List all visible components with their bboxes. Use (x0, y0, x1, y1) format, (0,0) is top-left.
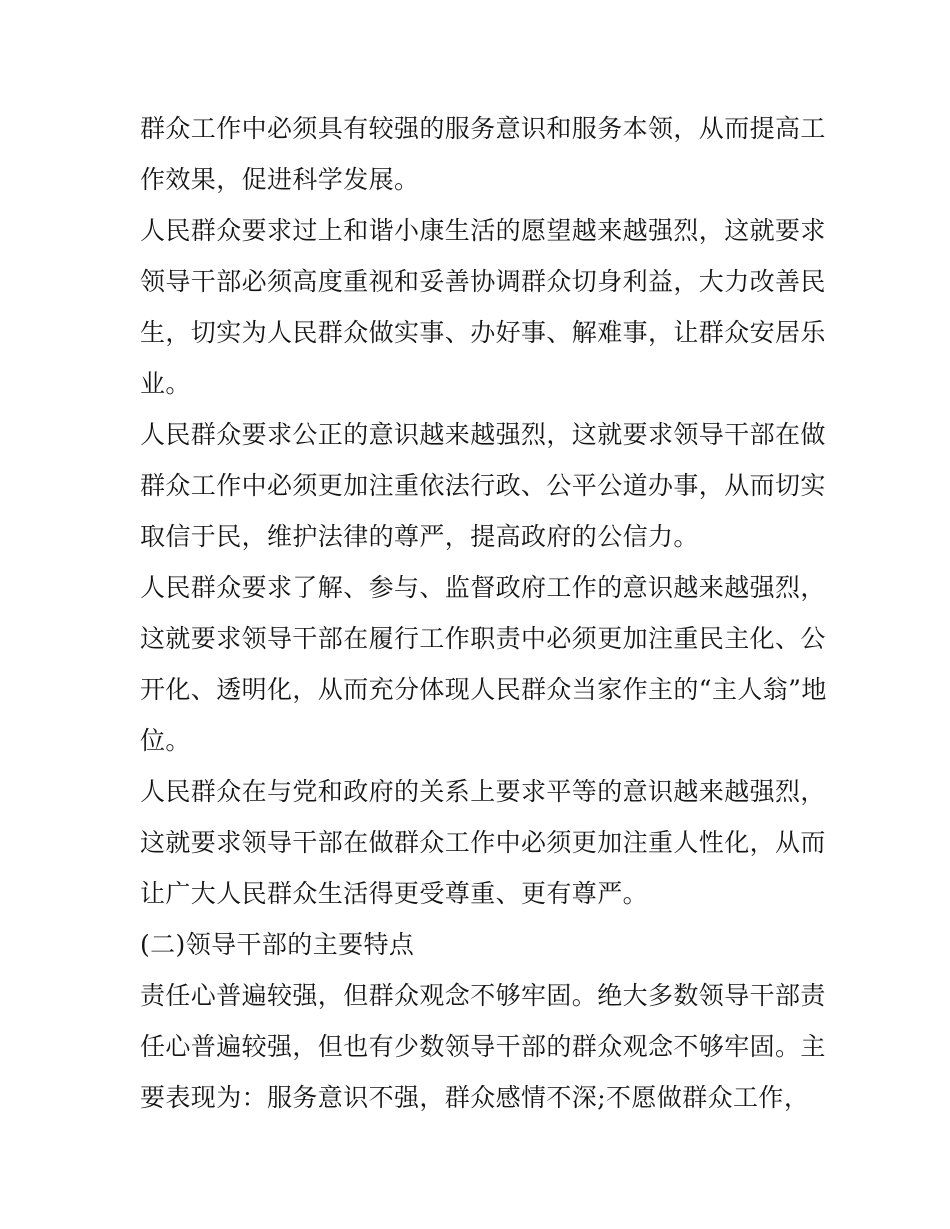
text-line: 责任心普遍较强，但群众观念不够牢固。绝大多数领导干部责 (140, 981, 826, 1010)
text-line: 开化、透明化，从而充分体现人民群众当家作主的“主人翁”地 (140, 675, 827, 704)
text-line: 作效果，促进科学发展。 (140, 165, 420, 194)
text-line: 群众工作中必须具有较强的服务意识和服务本领，从而提高工 (140, 114, 826, 143)
document-body (140, 103, 827, 1123)
section-heading: (二)领导干部的主要特点 (140, 930, 415, 959)
text-line: 业。 (140, 369, 191, 398)
text-line: 群众工作中必须更加注重依法行政、公平公道办事，从而切实 (140, 471, 826, 500)
text-line: 领导干部必须高度重视和妥善协调群众切身利益，大力改善民 (140, 267, 826, 296)
text-line: 人民群众在与党和政府的关系上要求平等的意识越来越强烈， (140, 777, 826, 806)
text-line: 任心普遍较强，但也有少数领导干部的群众观念不够牢固。主 (140, 1032, 826, 1061)
text-line: 位。 (140, 726, 191, 755)
text-line: 这就要求领导干部在履行工作职责中必须更加注重民主化、公 (140, 624, 826, 653)
text-line: 这就要求领导干部在做群众工作中必须更加注重人性化，从而 (140, 828, 826, 857)
text-line: 生，切实为人民群众做实事、办好事、解难事，让群众安居乐 (140, 318, 826, 347)
text-line: 人民群众要求公正的意识越来越强烈，这就要求领导干部在做 (140, 420, 826, 449)
text-line: 人民群众要求了解、参与、监督政府工作的意识越来越强烈， (140, 573, 826, 602)
text-line: 人民群众要求过上和谐小康生活的愿望越来越强烈，这就要求 (140, 216, 826, 245)
text-line: 要表现为：服务意识不强，群众感情不深;不愿做群众工作， (140, 1083, 810, 1112)
text-line: 取信于民，维护法律的尊严，提高政府的公信力。 (140, 522, 699, 551)
text-line: 让广大人民群众生活得更受尊重、更有尊严。 (140, 879, 649, 908)
